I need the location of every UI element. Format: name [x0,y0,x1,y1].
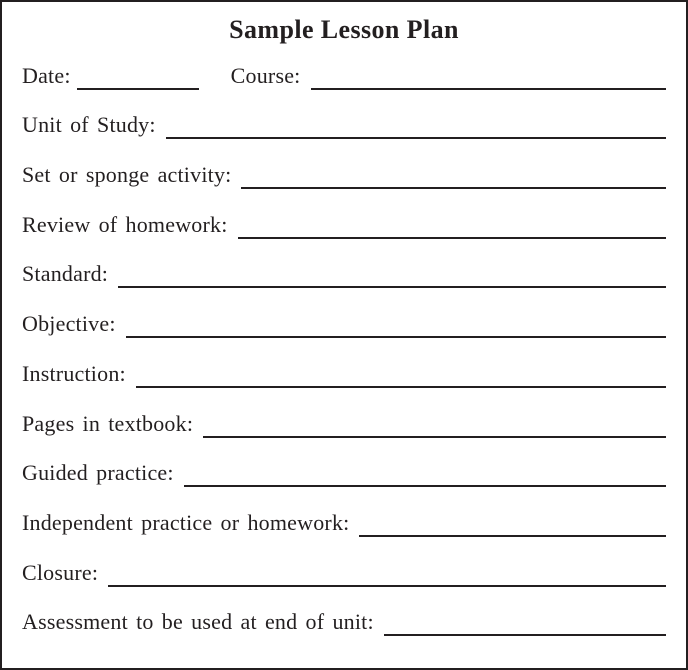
date-line [77,88,199,90]
closure-line [108,585,666,587]
pages-in-textbook-line [203,436,666,438]
unit-of-study-label: Unit of Study: [22,112,156,138]
row-assessment [22,587,666,637]
set-or-sponge-activity-line [241,187,666,189]
instruction-line [136,386,666,388]
form-title: Sample Lesson Plan [229,15,459,44]
row-objective [22,288,666,338]
date-label: Date: [22,62,71,88]
independent-practice-or-homework-line [359,535,666,537]
row-standard [22,239,666,289]
standard-line [118,286,666,288]
form-body [2,40,686,636]
assessment-line [384,634,666,636]
standard-label: Standard: [22,261,109,287]
objective-label: Objective: [22,311,116,337]
guided-practice-label: Guided practice: [22,460,174,486]
objective-line [126,336,666,338]
row-set-or-sponge-activity [22,139,666,189]
pages-in-textbook-label: Pages in textbook: [22,410,194,436]
row-unit-of-study [22,90,666,140]
course-line [311,88,667,90]
row-instruction [22,338,666,388]
independent-practice-or-homework-label: Independent practice or homework: [22,509,350,535]
row-date-course [22,40,666,90]
row-closure [22,537,666,587]
unit-of-study-line [166,137,666,139]
guided-practice-line [184,485,666,487]
row-independent-practice-or-homework [22,487,666,537]
instruction-label: Instruction: [22,360,126,386]
row-guided-practice [22,438,666,488]
review-of-homework-line [238,237,666,239]
assessment-label: Assessment to be used at end of unit: [22,609,374,635]
course-label: Course: [230,62,301,88]
row-review-of-homework [22,189,666,239]
review-of-homework-label: Review of homework: [22,211,228,237]
row-pages-in-textbook [22,388,666,438]
set-or-sponge-activity-label: Set or sponge activity: [22,162,232,188]
closure-label: Closure: [22,559,99,585]
